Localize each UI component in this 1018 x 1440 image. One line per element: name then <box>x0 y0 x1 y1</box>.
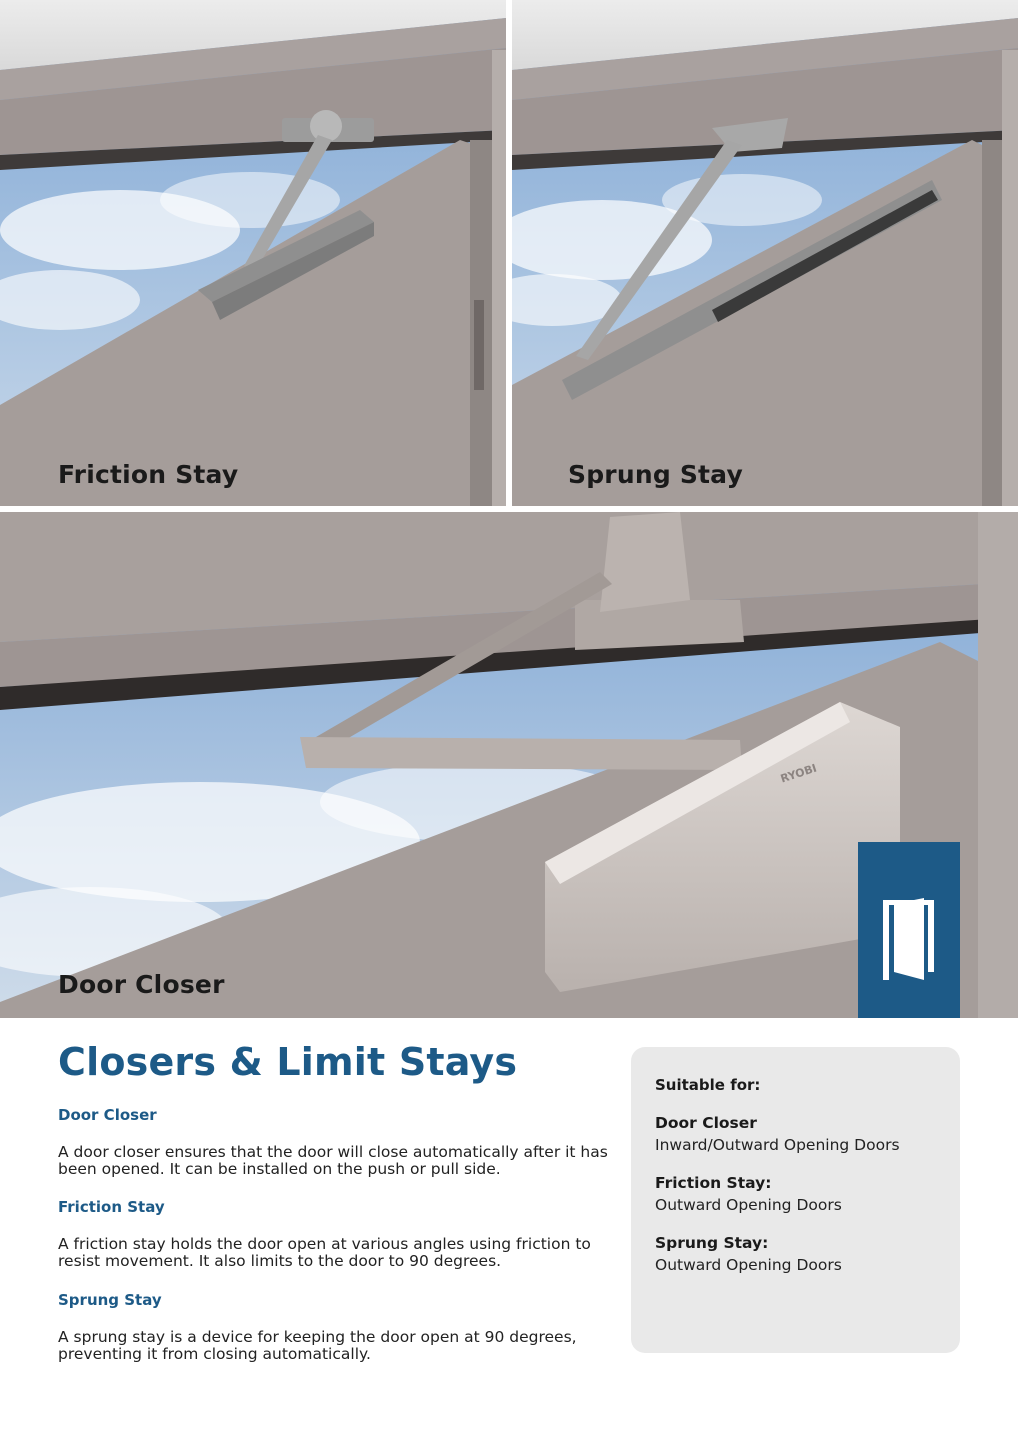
text-line: A sprung stay is a device for keeping the door open at 90 degrees, <box>58 1328 577 1346</box>
section-text-door-closer <box>58 1144 618 1178</box>
section-text-sprung-stay <box>58 1329 618 1363</box>
suitable-item-name: Friction Stay: <box>655 1174 772 1192</box>
text-line: resist movement. It also limits to the door to 90 degrees. <box>58 1252 502 1270</box>
text-line: A door closer ensures that the door will close automatically after it has <box>58 1143 608 1161</box>
suitable-for-panel <box>631 1047 960 1353</box>
text-line: A friction stay holds the door open at various angles using friction to <box>58 1235 591 1253</box>
friction-stay-photo <box>0 0 506 506</box>
text-line: preventing it from closing automatically. <box>58 1345 371 1363</box>
friction-stay-illustration <box>0 0 506 506</box>
sprung-stay-illustration <box>512 0 1018 506</box>
friction-stay-label: Friction Stay <box>58 460 239 489</box>
text-line: been opened. It can be installed on the push or pull side. <box>58 1160 501 1178</box>
sprung-stay-label: Sprung Stay <box>568 460 743 489</box>
section-heading-sprung-stay: Sprung Stay <box>58 1291 162 1309</box>
suitable-item-desc: Outward Opening Doors <box>655 1256 842 1274</box>
suitable-item-name: Sprung Stay: <box>655 1234 769 1252</box>
suitable-item-name: Door Closer <box>655 1114 757 1132</box>
section-heading-door-closer: Door Closer <box>58 1106 157 1124</box>
suitable-item-desc: Inward/Outward Opening Doors <box>655 1136 900 1154</box>
door-type-badge <box>858 842 960 1018</box>
sprung-stay-photo <box>512 0 1018 506</box>
page-title: Closers & Limit Stays <box>58 1040 518 1084</box>
door-open-icon <box>858 842 960 1018</box>
door-closer-label: Door Closer <box>58 970 225 999</box>
section-text-friction-stay <box>58 1236 618 1270</box>
suitable-for-title: Suitable for: <box>655 1076 761 1094</box>
section-heading-friction-stay: Friction Stay <box>58 1198 165 1216</box>
brand-logo: RYOBI <box>778 761 819 786</box>
suitable-item-desc: Outward Opening Doors <box>655 1196 842 1214</box>
